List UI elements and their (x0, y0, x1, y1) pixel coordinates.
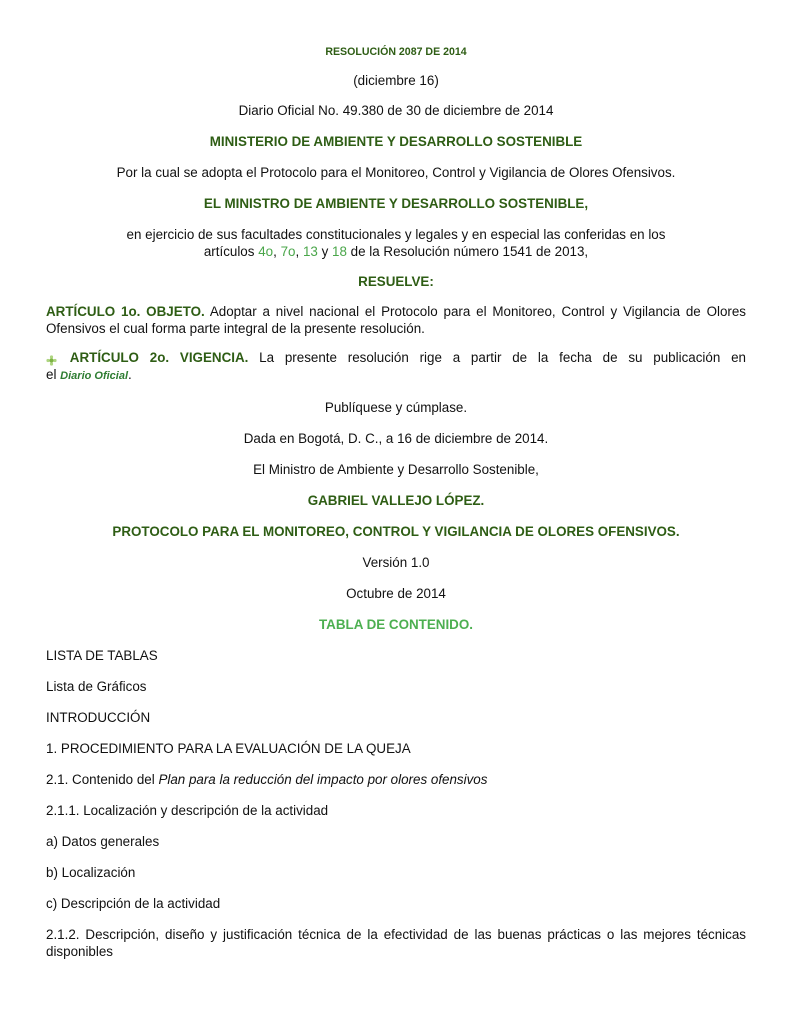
toc-item: 2.1.2. Descripción, diseño y justificación técnica de la efectividad de las buenas prácticas o las mejores técnicas disponibles (46, 927, 746, 959)
article-link-7[interactable]: 7o (280, 244, 296, 259)
gazette-reference: Diario Oficial No. 49.380 de 30 de diciembre de 2014 (238, 103, 554, 118)
protocol-title: PROTOCOLO PARA EL MONITOREO, CONTROL Y VIGILANCIA DE OLORES OFENSIVOS. (112, 524, 680, 539)
protocol-date: Octubre de 2014 (346, 586, 446, 601)
leaf-icon[interactable] (46, 353, 57, 364)
minister-heading: EL MINISTRO DE AMBIENTE Y DESARROLLO SOSTENIBLE, (203, 196, 589, 211)
article-2-text: La presente resolución rige a partir de la fecha de su publicación en (259, 350, 746, 365)
article-link-18[interactable]: 18 (332, 244, 347, 259)
toc-item: c) Descripción de la actividad (46, 896, 221, 911)
resolution-title: RESOLUCIÓN 2087 DE 2014 (325, 46, 467, 58)
toc-item: 1. PROCEDIMIENTO PARA LA EVALUACIÓN DE LA QUEJA (46, 741, 411, 756)
article-1-text: Adoptar a nivel nacional el Protocolo para el Monitoreo, Control y Vigilancia de Olores Ofensivos el cual forma parte integral de la presente resolución. (46, 304, 747, 336)
toc-title: TABLA DE CONTENIDO. (319, 617, 473, 632)
toc-item: 2.1.1. Localización y descripción de la actividad (46, 803, 329, 818)
preamble (46, 226, 746, 260)
article-link-4[interactable]: 4o (258, 244, 274, 259)
toc-item: a) Datos generales (46, 834, 160, 849)
article-1 (46, 303, 746, 337)
preamble-line-1: en ejercicio de sus facultades constitucionales y legales y en especial las conferidas en los (126, 227, 666, 242)
given-line: Dada en Bogotá, D. C., a 16 de diciembre de 2014. (243, 431, 549, 446)
toc-item: Lista de Gráficos (46, 679, 147, 694)
resolution-date: (diciembre 16) (353, 73, 439, 88)
toc-item: 2.1. Contenido del Plan para la reducción del impacto por olores ofensivos (46, 772, 488, 787)
document-page (46, 36, 746, 960)
publish-line: Publíquese y cúmplase. (324, 400, 468, 415)
preamble-line-2: artículos 4o, 7o, 13 y 18 de la Resolución número 1541 de 2013, (203, 244, 589, 259)
article-2-heading: ARTÍCULO 2o. VIGENCIA. (69, 350, 249, 365)
minister-role: El Ministro de Ambiente y Desarrollo Sostenible, (253, 462, 539, 477)
article-1-heading: ARTÍCULO 1o. OBJETO. (46, 304, 205, 319)
toc-item: LISTA DE TABLAS (46, 648, 158, 663)
toc-item: b) Localización (46, 865, 136, 880)
resolution-purpose: Por la cual se adopta el Protocolo para el Monitoreo, Control y Vigilancia de Olores Ofensivos. (116, 165, 676, 180)
diario-oficial-link[interactable]: Diario Oficial (60, 370, 129, 382)
protocol-version: Versión 1.0 (362, 555, 430, 570)
signer-name: GABRIEL VALLEJO LÓPEZ. (307, 493, 485, 508)
article-link-13[interactable]: 13 (302, 244, 318, 259)
ministry-heading: MINISTERIO DE AMBIENTE Y DESARROLLO SOSTENIBLE (209, 134, 583, 149)
toc-item: INTRODUCCIÓN (46, 710, 151, 725)
resuelve-heading: RESUELVE: (358, 274, 434, 289)
article-2: ARTÍCULO 2o. VIGENCIA. La presente resolución rige a partir de la fecha de su publicación en el Diario Oficial. (46, 350, 746, 382)
